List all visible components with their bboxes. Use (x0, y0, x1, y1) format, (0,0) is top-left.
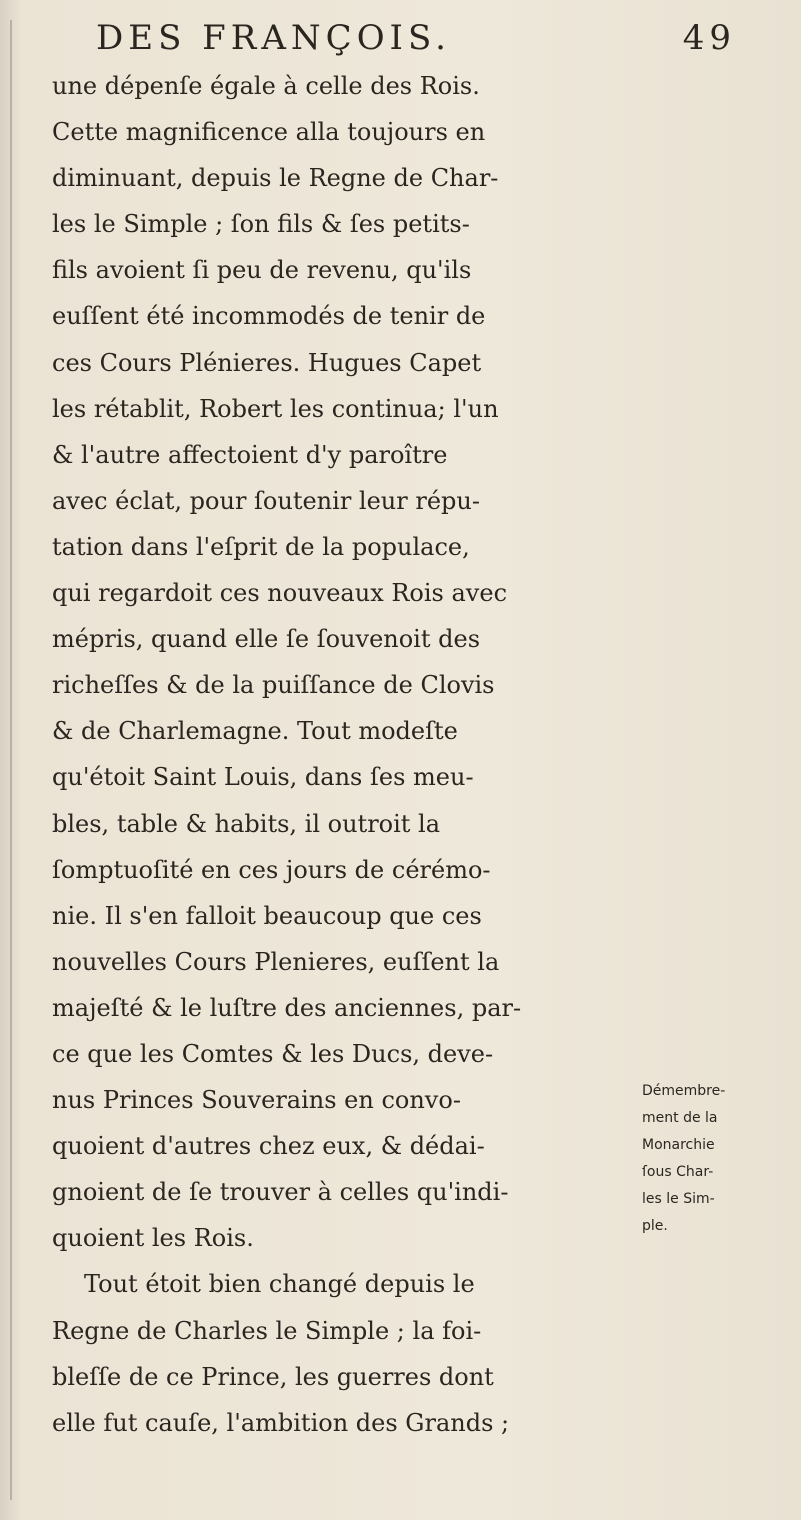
header-title: DES FRANÇOIS. (96, 18, 451, 58)
text-line: tation dans l'eſprit de la populace, (52, 532, 470, 561)
text-line: nouvelles Cours Plenieres, euſſent la (52, 947, 500, 976)
text-line: elle fut cauſe, l'ambition des Grands ; (52, 1408, 510, 1437)
text-line: avec éclat, pour ſoutenir leur répu- (52, 486, 480, 515)
text-line: diminuant, depuis le Regne de Char- (52, 164, 499, 193)
text-line: nus Princes Souverains en convo- (52, 1086, 461, 1115)
text-line: Cette magnificence alla toujours en (52, 118, 486, 147)
text-line: mépris, quand elle ſe ſouvenoit des (52, 625, 481, 654)
text-line: bles, table & habits, il outroit la (52, 809, 441, 838)
text-line: & de Charlemagne. Tout modeſte (52, 717, 458, 746)
margin-note-line: ple. (642, 1218, 668, 1234)
margin-note (642, 1078, 800, 1240)
text-line: qu'étoit Saint Louis, dans ſes meu- (52, 763, 474, 792)
text-line: les rétablit, Robert les continua; l'un (52, 394, 499, 423)
page-gutter (10, 20, 12, 1500)
text-line: fils avoient ſi peu de revenu, qu'ils (52, 256, 472, 285)
margin-note-line: ſous Char- (642, 1164, 714, 1180)
text-line: qui regardoit ces nouveaux Rois avec (52, 579, 508, 608)
text-line: & l'autre affectoient d'y paroître (52, 440, 448, 469)
text-line: quoient d'autres chez eux, & dédai- (52, 1132, 485, 1161)
text-line: quoient les Rois. (52, 1224, 254, 1253)
text-line: nie. Il s'en falloit beaucoup que ces (52, 901, 482, 930)
text-line: ſomptuoſité en ces jours de cérémo- (52, 855, 491, 884)
text-line: gnoient de ſe trouver à celles qu'indi- (52, 1178, 509, 1207)
margin-note-line: Monarchie (642, 1137, 715, 1153)
text-line: une dépenſe égale à celle des Rois. (52, 72, 480, 100)
margin-note-line: ment de la (642, 1110, 718, 1126)
text-line: bleſſe de ce Prince, les guerres dont (52, 1362, 494, 1391)
main-text (52, 63, 702, 1446)
text-line: Tout étoit bien changé depuis le (84, 1270, 475, 1299)
text-line: euſſent été incommodés de tenir de (52, 302, 486, 331)
text-line: ces Cours Plénieres. Hugues Capet (52, 348, 482, 377)
text-line: majeſté & le luſtre des anciennes, par- (52, 993, 522, 1022)
margin-note-line: les le Sim- (642, 1191, 715, 1207)
text-line: les le Simple ; ſon fils & ſes petits- (52, 210, 470, 239)
page-number: 49 (682, 18, 736, 58)
text-line: richeſſes & de la puiſſance de Clovis (52, 671, 495, 700)
running-header (96, 18, 736, 58)
text-line: ce que les Comtes & les Ducs, deve- (52, 1039, 494, 1068)
margin-note-line: Démembre- (642, 1083, 726, 1099)
text-line: Regne de Charles le Simple ; la foi- (52, 1316, 482, 1345)
